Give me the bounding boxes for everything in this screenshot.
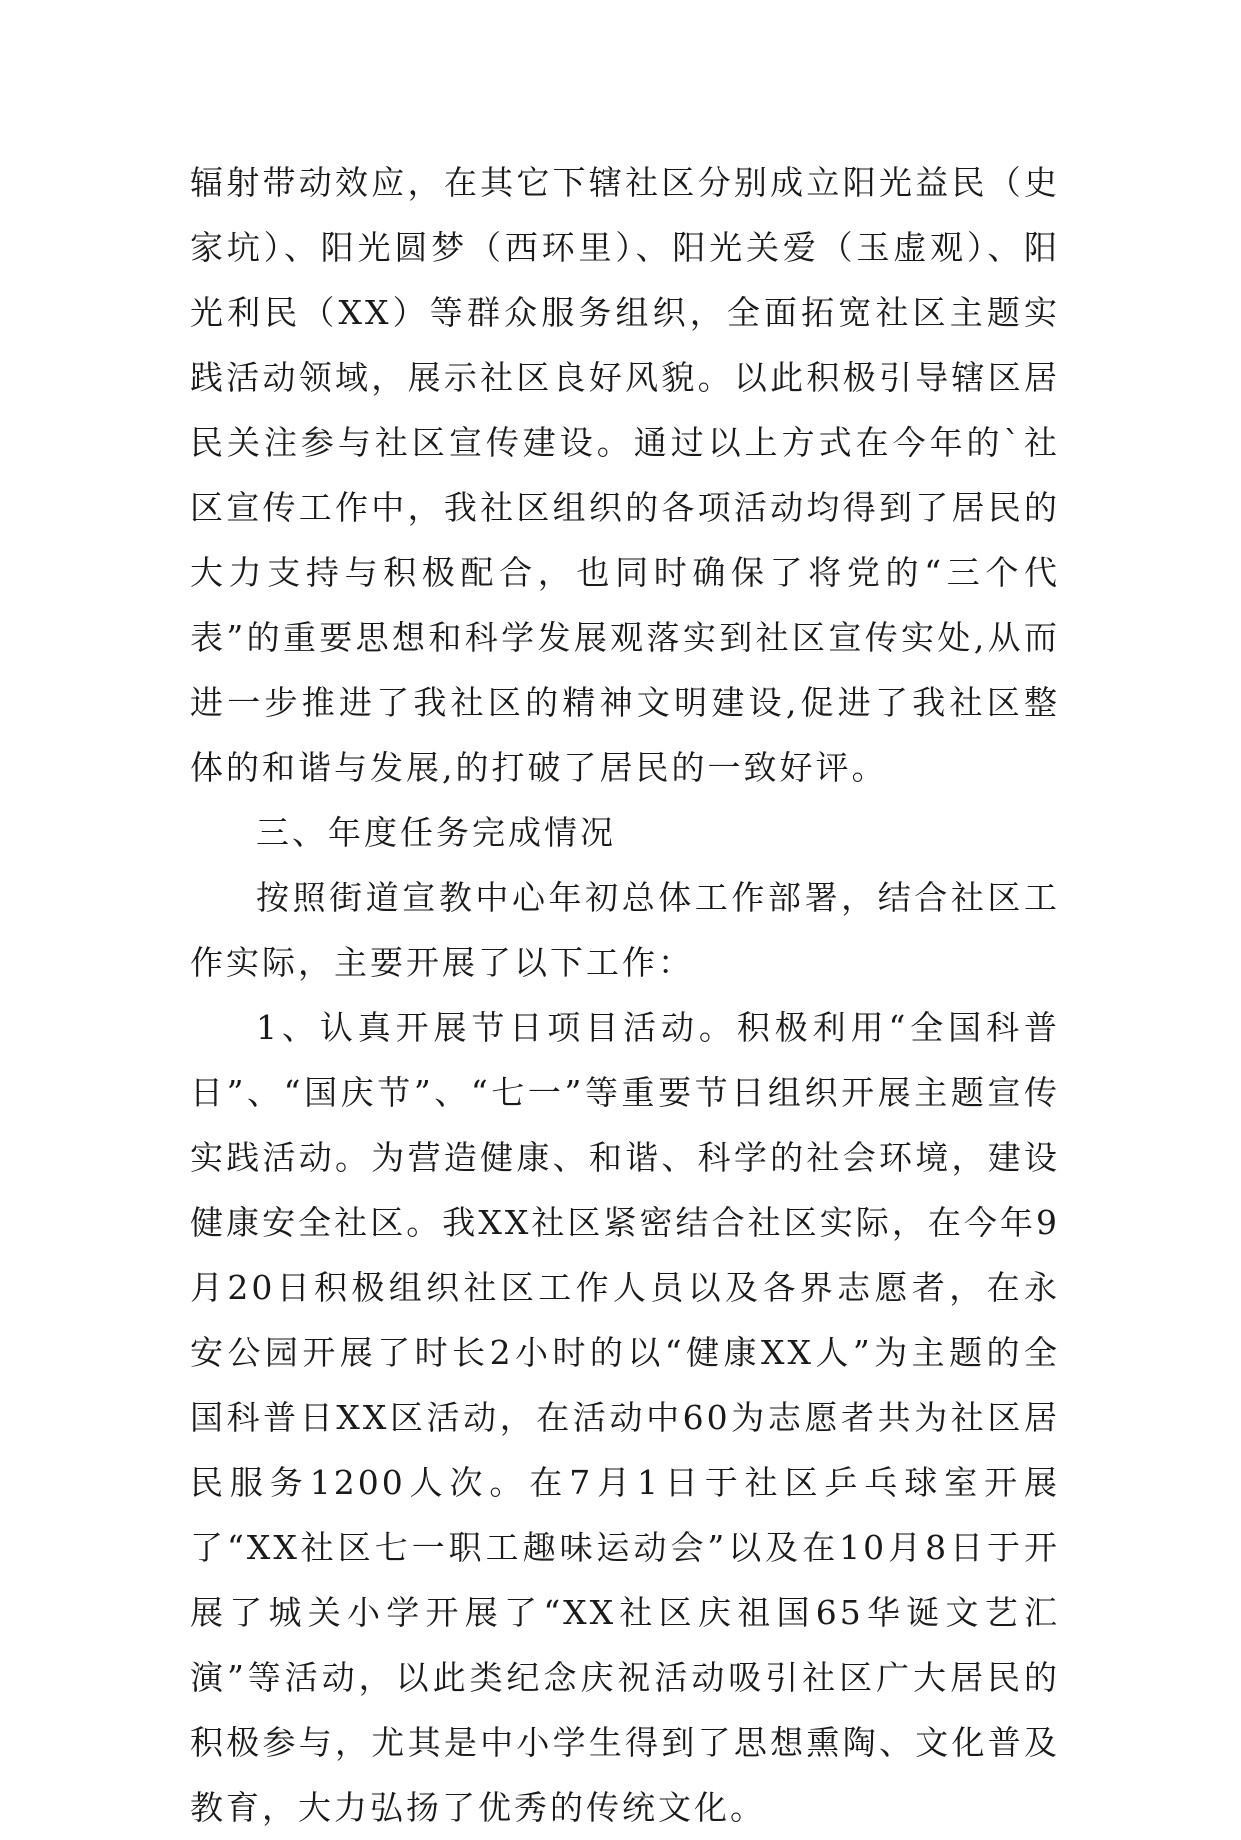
document-body	[190, 150, 1060, 1840]
paragraph-continuation: 辐射带动效应，在其它下辖社区分别成立阳光益民（史家坑）、阳光圆梦（西环里）、阳光关爱（玉虚观）、阳光利民（XX）等群众服务组织，全面拓宽社区主题实践活动领域，展示社区良好风貌。以此积极引导辖区居民关注参与社区宣传建设。通过以上方式在今年的`社区宣传工作中，我社区组织的各项活动均得到了居民的大力支持与积极配合，也同时确保了将党的“三个代表”的重要思想和科学发展观落实到社区宣传实处,从而进一步推进了我社区的精神文明建设,促进了我社区整体的和谐与发展,的打破了居民的一致好评。	[190, 163, 1060, 787]
section-heading: 三、年度任务完成情况	[256, 813, 616, 852]
paragraph-item-1: 1、认真开展节日项目活动。积极利用“全国科普日”、“国庆节”、“七一”等重要节日组织开展主题宣传实践活动。为营造健康、和谐、科学的社会环境，建设健康安全社区。我XX社区紧密结合社区实际，在今年9月20日积极组织社区工作人员以及各界志愿者，在永安公园开展了时长2小时的以“健康XX人”为主题的全国科普日XX区活动，在活动中60为志愿者共为社区居民服务1200人次。在7月1日于社区乒乓球室开展了“XX社区七一职工趣味运动会”以及在10月8日于开展了城关小学开展了“XX社区庆祖国65华诞文艺汇演”等活动，以此类纪念庆祝活动吸引社区广大居民的积极参与，尤其是中小学生得到了思想熏陶、文化普及教育，大力弘扬了优秀的传统文化。	[190, 1008, 1060, 1827]
paragraph-intro: 按照街道宣教中心年初总体工作部署，结合社区工作实际，主要开展了以下工作：	[190, 878, 1060, 982]
